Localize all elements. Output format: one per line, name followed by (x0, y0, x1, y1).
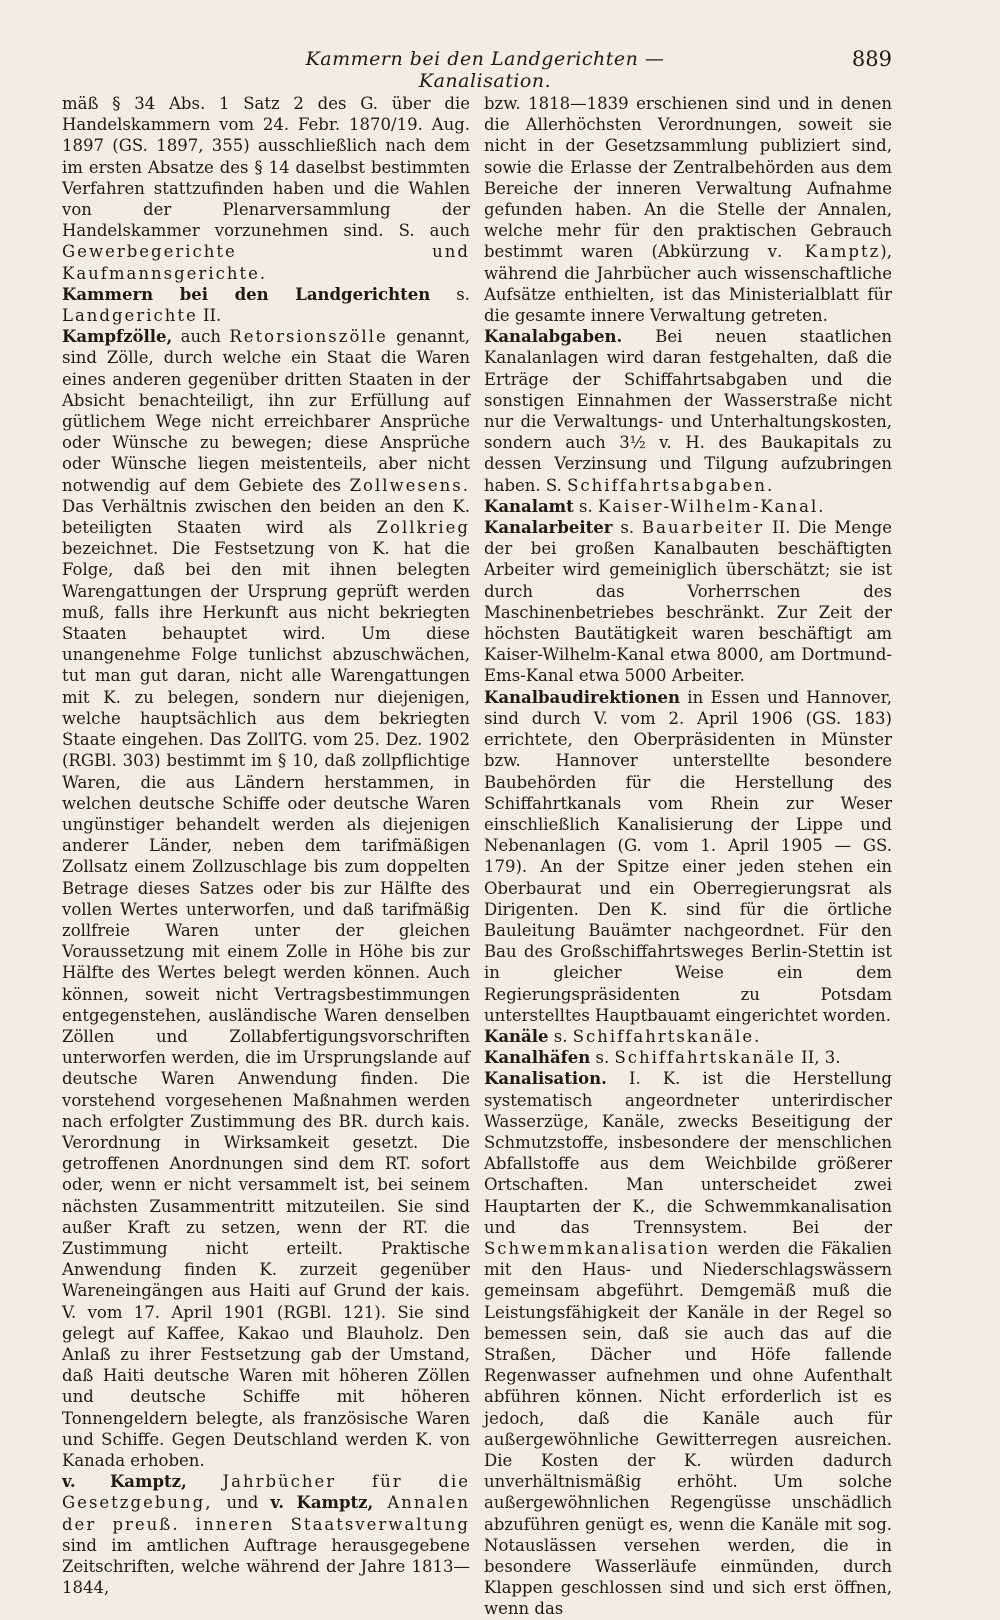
entry-kanalhaefen (484, 1047, 892, 1068)
entry-kanalamt (484, 496, 892, 517)
entry-kanalabgaben (484, 326, 892, 496)
entry-text: und (226, 1493, 271, 1513)
left-column (62, 93, 470, 1598)
entry-headword: v. Kamptz, (270, 1493, 374, 1513)
entry-kanaele (484, 1026, 892, 1047)
entry-text: Bei neuen staatlichen Kanalanlagen wird daran festgehalten, daß die Erträge der Schiffahrtsabgaben und die sonstigen Einnahmen der Wasserstraße nicht nur die Verwaltungs- und Unterhaltungskosten, sondern auch 3½ v. H. des Baukapitals zu dessen Verzinsung und Tilgung aufzubringen haben. S. (484, 327, 892, 495)
cross-reference: Annalen der preuß. inneren Staatsverwaltung (62, 1493, 470, 1534)
entry-text: sind im amtlichen Auftrage herausgegebene Zeitschriften, welche während der Jahre 1813—1844, (62, 1535, 470, 1598)
entry-text: s. (548, 1026, 573, 1046)
entry-kammern-bei-den-landgerichten (62, 284, 470, 326)
entry-text: ), während die Jahrbücher auch wissenschaftliche Aufsätze enthielten, ist das Ministerialblatt für die gesamte innere Verwaltung getreten. (484, 242, 892, 326)
entry-kanalarbeiter (484, 517, 892, 687)
cross-reference: Bauarbeiter (641, 518, 765, 538)
entry-text: bzw. 1818—1839 erschienen sind und in denen die Allerhöchsten Verordnungen, soweit sie nicht in der Gesetzsammlung publiziert sind, sowie die Erlasse der Zentralbehörden aus dem Bereiche der inneren Verwaltung Aufnahme gefunden haben. An die Stelle der Annalen, welche mehr für den praktischen Gebrauch bestimmt waren (Abkürzung (484, 94, 892, 262)
entry-text: genannt, sind Zölle, durch welche ein Staat die Waren eines anderen gegenüber dritten Staaten in der Absicht benachteiligt, ihn zur Erfüllung auf gütlichem Wege nicht erreichbarer Ansprüche oder Wünsche zu bewegen; diese Ansprüche oder Wünsche liegen meistenteils, aber nicht notwendig auf dem Gebiete des (62, 327, 470, 495)
entry-text: in Essen und Hannover, sind durch V. vom 2. April 1906 (GS. 183) errichtete, den Oberpräsidenten in Münster bzw. Hannover unterstellte besondere Baubehörden für die Herstellung des Schiffahrtkanals vom Rhein zur Weser einschließlich Kanalisierung der Lippe und Nebenanlagen (G. vom 1. April 1905 — GS. 179). An der Spitze einer jeden stehen ein Oberbaurat und ein Oberregierungsrat als Dirigenten. Den K. sind für die örtliche Bauleitung Bauämter nachgeordnet. Für den Bau des Großschiffahrtsweges Berlin-Stettin ist in gleicher Weise ein dem Regierungspräsidenten zu Potsdam unterstelltes Hauptbauamt eingerichtet worden. (484, 687, 892, 1025)
entry-headword: v. Kamptz, (62, 1472, 187, 1492)
right-column (484, 93, 892, 1619)
cross-reference: Landgerichte (62, 306, 198, 326)
entry-kanalisation (484, 1068, 892, 1619)
cross-reference: v. Kamptz (767, 242, 881, 262)
entry-headword: Kanalamt (484, 496, 574, 516)
entry-headword: Kanalabgaben. (484, 327, 623, 347)
entry-headword: Kanalhäfen (484, 1048, 591, 1068)
cross-reference: Schiffahrtskanäle (614, 1048, 796, 1068)
page-header (0, 0, 1000, 92)
entry-headword: Kanalarbeiter (484, 518, 613, 538)
page-number: 889 (851, 47, 892, 71)
entry-handelskammer-continuation (62, 93, 470, 284)
entry-text: mäß § 34 Abs. 1 Satz 2 des G. über die Handelskammern vom 24. Febr. 1870/19. Aug. 1897 (GS. 1897, 355) ausschließlich nach dem im ersten Absatze des § 14 daselbst bestimmten Verfahren stattzufinden haben und die Wahlen von der Plenarversammlung der Handelskammer vorzunehmen sind. S. auch (62, 94, 470, 241)
entry-text: II, 3. (795, 1048, 841, 1068)
entry-v-kamptz (62, 1471, 470, 1598)
cross-reference: Zollwesens. (349, 475, 470, 495)
running-title: Kammern bei den Landgerichten — Kanalisation. (305, 48, 665, 92)
entry-headword: Kanalbaudirektionen (484, 687, 681, 707)
entry-headword: Kampfzölle, (62, 327, 173, 347)
entry-text: s. (573, 496, 598, 516)
cross-reference: Kaiser-Wilhelm-Kanal. (597, 496, 826, 516)
entry-headword: Kammern bei den Landgerichten (62, 284, 431, 304)
cross-reference: Gewerbegerichte und Kaufmannsgerichte. (62, 242, 470, 283)
entry-headword: Kanäle (484, 1026, 549, 1046)
entry-text: s. (612, 518, 642, 538)
cross-reference: Schiffahrtskanäle. (572, 1026, 762, 1046)
entry-text: werden die Fäkalien mit den Haus- und Niederschlagswässern gemeinsam abgeführt. Demgemäß muß die Leistungsfähigkeit der Kanäle in der Regel so bemessen sein, daß sie auch das auf die Straßen, Dächer und Höfe fallende Regenwasser aufnehmen und ohne Aufenthalt abführen können. Nicht erforderlich ist es jedoch, daß die Kanäle auch für außergewöhnliche Gewitterregen ausreichen. Die Kosten der K. würden dadurch unverhältnismäßig erhöht. Um solche außergewöhnlichen Regengüsse unschädlich abzuführen genügt es, wenn die Kanäle mit sog. Notauslässen versehen werden, die in besondere Wasserläufe einmünden, durch Klappen geschlossen sind und sich erst öffnen, wenn das (484, 1238, 892, 1619)
entry-text: I. K. ist die Herstellung systematisch angeordneter unterirdischer Wasserzüge, Kanäle, zwecks Beseitigung der Schmutzstoffe, insbesondere der menschlichen Abfallstoffe aus dem Weichbilde größerer Ortschaften. Man unterscheidet zwei Hauptarten der K., die Schwemmkanalisation und das Trennsystem. Bei der (484, 1069, 892, 1237)
cross-reference: Zollkrieg (376, 518, 470, 538)
entry-text: bezeichnet. Die Festsetzung von K. hat die Folge, daß bei den mit ihnen belegten Warengattungen der Ursprung geprüft werden muß, falls ihre Herkunft aus nicht bekriegten Staaten behauptet wird. Um diese unangenehme Folge tunlichst abzuschwächen, tut man gut daran, nicht alle Warengattungen mit K. zu belegen, sondern nur diejenigen, welche hauptsächlich aus dem bekriegten Staate eingehen. Das ZollTG. vom 25. Dez. 1902 (RGBl. 303) bestimmt im § 10, daß zollpflichtige Waren, die aus Ländern herstammen, in welchen deutsche Schiffe oder deutsche Waren ungünstiger behandelt werden als diejenigen anderer Länder, neben dem tarifmäßigen Zollsatz einem Zollzuschlage bis zum doppelten Betrage dieses Satzes oder bis zur Hälfte des vollen Wertes unterworfen, und daß tarifmäßig zollfreie Waren unter der gleichen Voraussetzung mit einem Zolle in Höhe bis zur Hälfte des Wertes belegt werden können. Auch können, soweit nicht Vertragsbestimmungen entgegenstehen, ausländische Waren denselben Zöllen und Zollabfertigungsvorschriften unterworfen werden, die im Ursprungslande auf deutsche Waren Anwendung finden. Die vorstehend vorgesehenen Maßnahmen werden nach erfolgter Zustimmung des BR. durch kais. Verordnung in Wirksamkeit gesetzt. Die getroffenen Anordnungen sind dem RT. sofort oder, wenn er nicht versammelt ist, bei seinem nächsten Zusammentritt mitzuteilen. Sie sind außer Kraft zu setzen, wenn der RT. die Zustimmung nicht erteilt. Praktische Anwendung finden K. zurzeit gegenüber Wareneingängen aus Haiti auf Grund der kais. V. vom 17. April 1901 (RGBl. 121). Sie sind gelegt auf Kaffee, Kakao und Blauholz. Den Anlaß zu ihrer Festsetzung gab der Umstand, daß Haiti deutsche Waren mit höheren Zöllen und deutsche Schiffe mit höheren Tonnengeldern belegte, als französische Waren und Schiffe. Gegen Deutschland werden K. von Kanada erhoben. (62, 539, 470, 1470)
entry-text: II. Die Menge der bei großen Kanalbauten beschäftigten Arbeiter wird gemeiniglich überschätzt; sie ist durch das Vorherrschen des Maschinenbetriebes beschränkt. Zur Zeit der höchsten Bautätigkeit waren beschäftigt am Kaiser-Wilhelm-Kanal etwa 8000, am Dortmund-Ems-Kanal etwa 5000 Arbeiter. (484, 518, 892, 686)
entry-v-kamptz-continuation (484, 93, 892, 326)
entry-text: II. (197, 306, 222, 326)
cross-reference: Schwemmkanalisation (484, 1238, 710, 1258)
entry-text: s. (590, 1048, 615, 1068)
entry-kampfzoelle (62, 326, 470, 1471)
cross-reference: Schiffahrtsabgaben. (567, 475, 775, 495)
cross-reference: Jahrbücher für die Gesetzgebung, (62, 1472, 470, 1513)
entry-text: s. (430, 284, 470, 304)
entry-headword: Kanalisation. (484, 1069, 607, 1089)
entry-text: auch (172, 327, 230, 347)
entry-kanalbaudirektionen (484, 687, 892, 1026)
cross-reference: Retorsionszölle (229, 327, 388, 347)
entry-text: Das Verhältnis zwischen den beiden an den K. beteiligten Staaten wird als (62, 496, 470, 538)
